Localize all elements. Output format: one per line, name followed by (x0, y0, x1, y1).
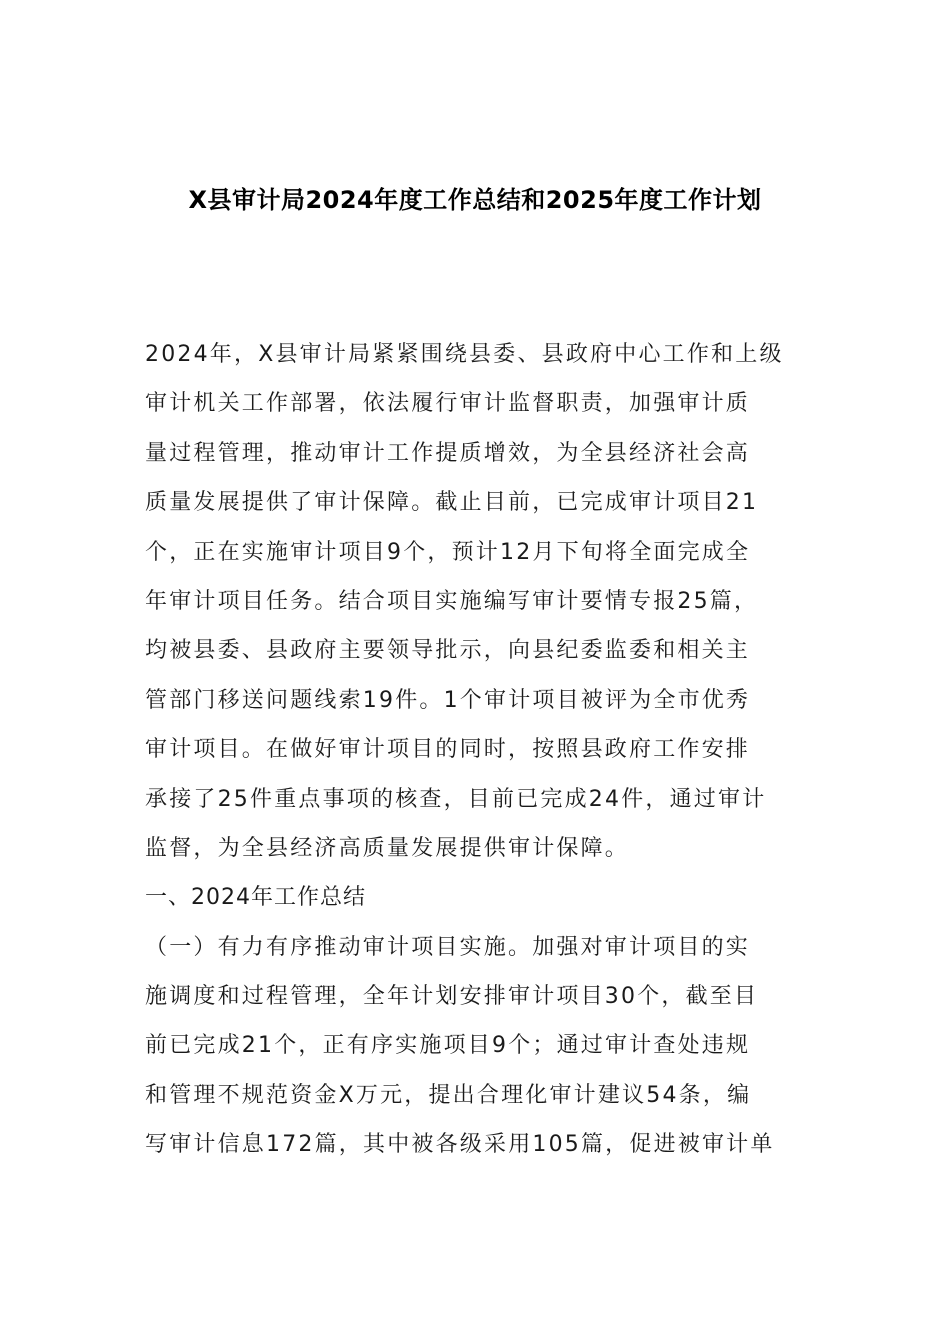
body-line: 审计项目。在做好审计项目的同时，按照县政府工作安排 (145, 737, 751, 763)
body-line: 量过程管理，推动审计工作提质增效，为全县经济社会高 (145, 440, 751, 466)
body-line: 年审计项目任务。结合项目实施编写审计要情专报25篇， (145, 588, 759, 614)
body-line: 承接了25件重点事项的核查，目前已完成24件，通过审计 (145, 786, 767, 812)
body-line: 管部门移送问题线索19件。1个审计项目被评为全市优秀 (145, 687, 751, 713)
document-body (145, 330, 810, 1170)
body-line: （一）有力有序推动审计项目实施。加强对审计项目的实 (145, 934, 751, 960)
body-line: 监督，为全县经济高质量发展提供审计保障。 (145, 835, 630, 861)
section-heading: 一、2024年工作总结 (145, 885, 366, 911)
body-line: 均被县委、县政府主要领导批示，向县纪委监委和相关主 (145, 638, 751, 664)
body-line: 个，正在实施审计项目9个，预计12月下旬将全面完成全 (145, 539, 751, 565)
body-line: 写审计信息172篇，其中被各级采用105篇，促进被审计单 (145, 1132, 775, 1158)
body-line: 前已完成21个，正有序实施项目9个；通过审计查处违规 (145, 1033, 751, 1059)
body-line: 质量发展提供了审计保障。截止目前，已完成审计项目21 (145, 490, 759, 516)
body-line: 2024年，X县审计局紧紧围绕县委、县政府中心工作和上级 (145, 342, 784, 367)
body-line: 和管理不规范资金X万元，提出合理化审计建议54条，编 (145, 1082, 752, 1108)
document-title: X县审计局2024年度工作总结和2025年度工作计划 (188, 186, 762, 214)
body-line: 审计机关工作部署，依法履行审计监督职责，加强审计质 (145, 391, 751, 417)
body-line: 施调度和过程管理，全年计划安排审计项目30个，截至目 (145, 984, 759, 1010)
